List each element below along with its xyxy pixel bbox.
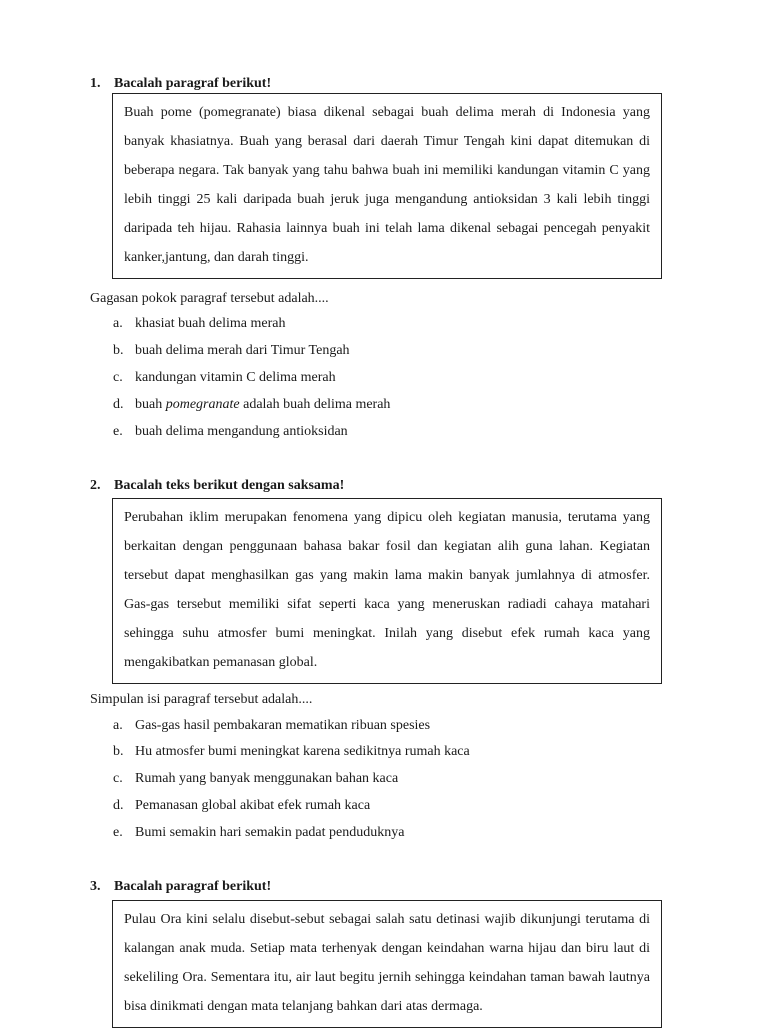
question-instruction: Bacalah paragraf berikut!: [114, 76, 272, 91]
passage-box: Buah pome (pomegranate) biasa dikenal sebagai buah delima merah di Indonesia yang banyak khasiatnya. Buah yang berasal dari daerah Timur Tengah kini dapat ditemukan di beberapa negara. Tak banyak yang tahu bahwa buah ini memiliki kandungan vitamin C yang lebih tinggi 25 kali daripada buah jeruk juga mengandung antioksidan 3 kali lebih tinggi daripada teh hijau. Rahasia lainnya buah ini telah lama dikenal sebagai pencegah penyakit kanker,jantung, dan darah tinggi.: [112, 93, 662, 279]
option-letter: a.: [113, 718, 123, 733]
option-letter: c.: [113, 370, 123, 385]
option-d[interactable]: [113, 397, 390, 413]
option-text: Rumah yang banyak menggunakan bahan kaca: [135, 771, 399, 786]
option-d[interactable]: [113, 798, 370, 814]
passage-box: Perubahan iklim merupakan fenomena yang dipicu oleh kegiatan manusia, terutama yang berkaitan dengan penggunaan bahasa bakar fosil dan kegiatan alih guna lahan. Kegiatan tersebut dapat menghasilkan gas yang makin lama makin banyak jumlahnya di atmosfer. Gas-gas tersebut memiliki sifat seperti kaca yang meneruskan radiadi cahaya matahari sehingga suhu atmosfer bumi meningkat. Inilah yang disebut efek rumah kaca yang mengakibatkan pemanasan global.: [112, 498, 662, 684]
option-a[interactable]: [113, 718, 430, 734]
option-text: Gas-gas hasil pembakaran mematikan ribuan spesies: [135, 718, 431, 733]
option-text: Pemanasan global akibat efek rumah kaca: [135, 798, 371, 813]
question-number: 1.: [90, 76, 101, 91]
option-letter: b.: [113, 744, 124, 759]
option-letter: c.: [113, 771, 123, 786]
question-2-stem: Simpulan isi paragraf tersebut adalah....: [90, 692, 313, 707]
option-c[interactable]: [113, 370, 336, 386]
option-text: Bumi semakin hari semakin padat penduduknya: [135, 825, 405, 840]
question-2-heading: [90, 478, 344, 494]
option-text: buah delima mengandung antioksidan: [135, 424, 348, 439]
passage-box: Pulau Ora kini selalu disebut-sebut sebagai salah satu detinasi wajib dikunjungi terutama di kalangan anak muda. Setiap mata terhenyak dengan keindahan warna hijau dan biru laut di sekeliling Ora. Sementara itu, air laut begitu jernih sehingga keindahan taman bawah lautnya bisa dinikmati dengan mata telanjang bahkan dari atas dermaga.: [112, 900, 662, 1028]
option-text: buah delima merah dari Timur Tengah: [135, 343, 350, 358]
option-e[interactable]: [113, 825, 404, 841]
question-number: 2.: [90, 478, 101, 493]
option-text-italic: pomegranate: [165, 397, 240, 412]
option-letter: e.: [113, 424, 123, 439]
option-text: khasiat buah delima merah: [135, 316, 286, 331]
option-a[interactable]: [113, 316, 285, 332]
question-1-heading: [90, 76, 271, 92]
question-instruction: Bacalah teks berikut dengan saksama!: [114, 478, 345, 493]
option-text-suffix: adalah buah delima merah: [239, 397, 391, 412]
option-letter: d.: [113, 798, 124, 813]
option-letter: e.: [113, 825, 123, 840]
option-c[interactable]: [113, 771, 398, 787]
question-1-stem: Gagasan pokok paragraf tersebut adalah....: [90, 291, 329, 306]
option-letter: d.: [113, 397, 124, 412]
option-b[interactable]: [113, 343, 350, 359]
option-text: Hu atmosfer bumi meningkat karena sedikitnya rumah kaca: [135, 744, 470, 759]
option-text-prefix: buah: [135, 397, 166, 412]
option-b[interactable]: [113, 744, 470, 760]
option-letter: a.: [113, 316, 123, 331]
question-instruction: Bacalah paragraf berikut!: [114, 879, 272, 894]
question-number: 3.: [90, 879, 101, 894]
option-text: kandungan vitamin C delima merah: [135, 370, 336, 385]
option-letter: b.: [113, 343, 124, 358]
option-e[interactable]: [113, 424, 348, 440]
question-3-heading: [90, 879, 271, 895]
